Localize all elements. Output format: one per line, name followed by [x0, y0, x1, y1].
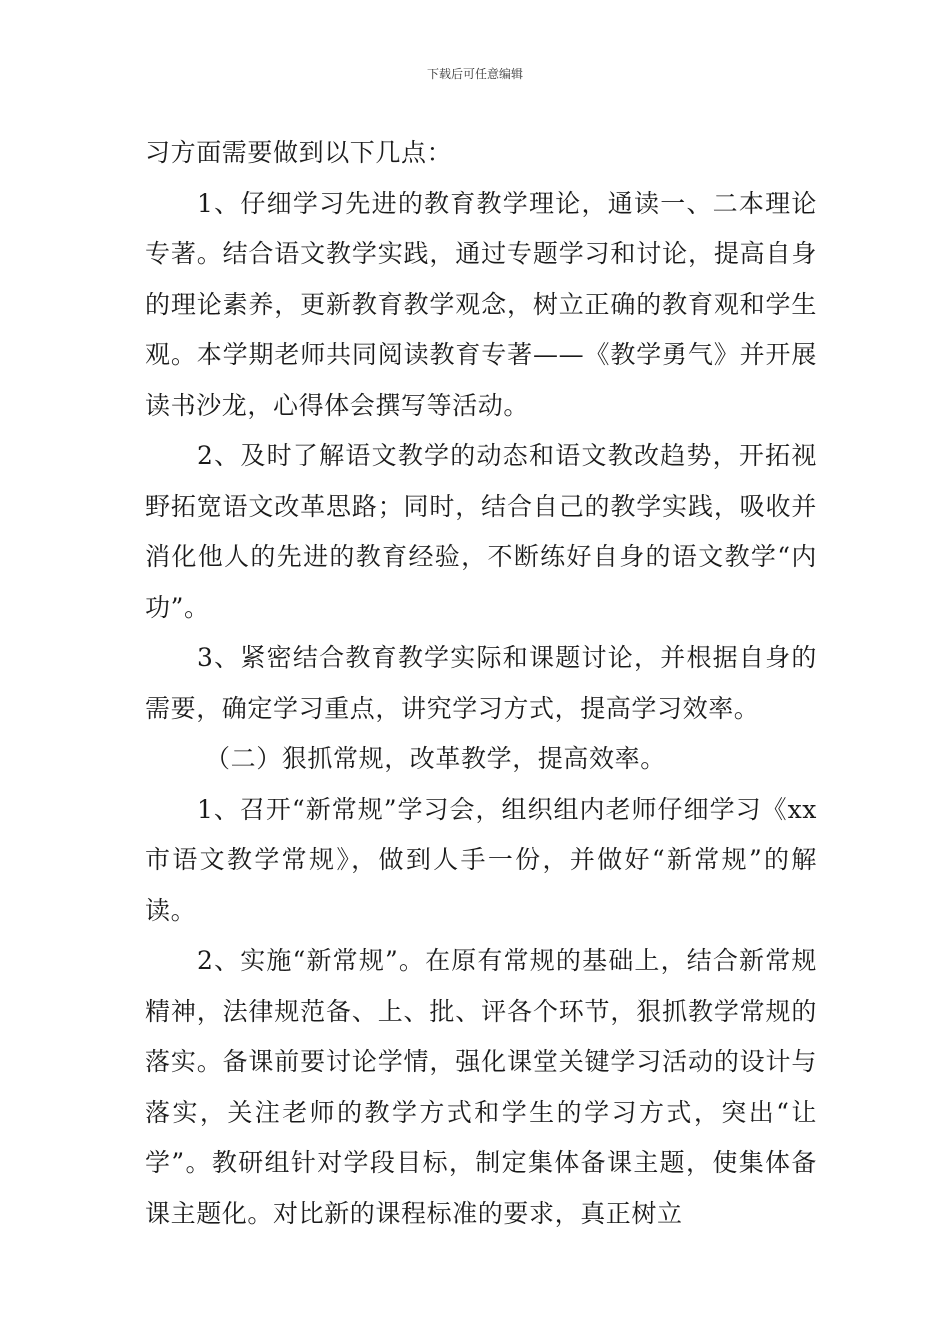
paragraph-item-5: 2、实施“新常规”。在原有常规的基础上，结合新常规精神，法律规范备、上、批、评各个环节，狠抓教学常规的落实。备课前要讨论学情，强化课堂关键学习活动的设计与落实，关注老师的教学方式和学生的学习方式，突出“让学”。教研组针对学段目标，制定集体备课主题，使集体备课主题化。对比新的课程标准的要求，真正树立: [145, 946, 817, 1228]
section-heading: （二）狠抓常规，改革教学，提高效率。: [205, 744, 666, 773]
paragraph-item-4: 1、召开“新常规”学习会，组织组内老师仔细学习《xx市语文教学常规》，做到人手一份，并做好“新常规”的解读。: [145, 794, 817, 925]
page-header: 下载后可任意编辑: [426, 67, 523, 81]
document-body: [145, 128, 817, 1239]
paragraph-item-1: 1、仔细学习先进的教育教学理论，通读一、二本理论专著。结合语文教学实践，通过专题学习和讨论，提高自身的理论素养，更新教育教学观念，树立正确的教育观和学生观。本学期老师共同阅读教育专著——《教学勇气》并开展读书沙龙，心得体会撰写等活动。: [145, 188, 817, 420]
paragraph-item-3: 3、紧密结合教育教学实际和课题讨论，并根据自身的需要，确定学习重点，讲究学习方式，提高学习效率。: [145, 643, 817, 723]
paragraph-item-2: 2、及时了解语文教学的动态和语文教改趋势，开拓视野拓宽语文改革思路；同时，结合自己的教学实践，吸收并消化他人的先进的教育经验，不断练好自身的语文教学“内功”。: [145, 441, 817, 622]
paragraph-continuation: 习方面需要做到以下几点：: [145, 138, 453, 167]
